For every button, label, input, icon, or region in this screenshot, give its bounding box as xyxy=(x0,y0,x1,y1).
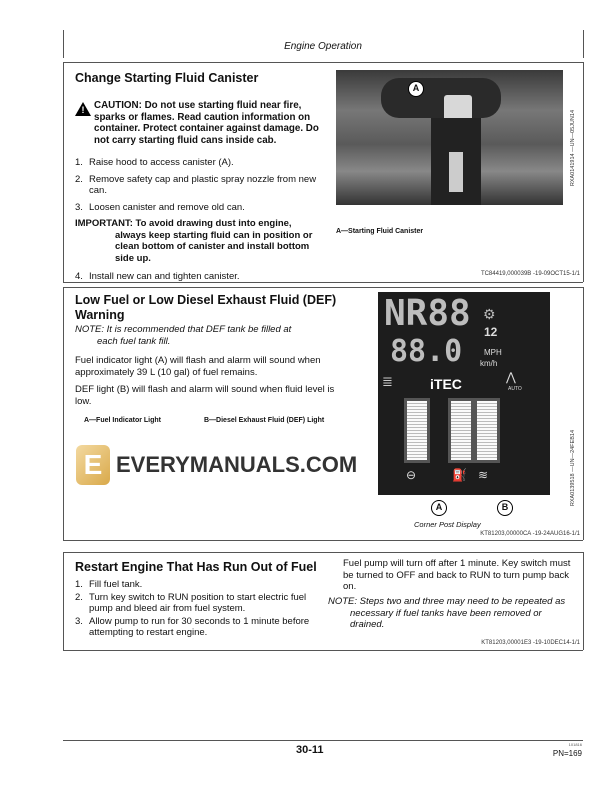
step-text: Raise hood to access canister (A). xyxy=(89,157,234,168)
step-number: 3. xyxy=(75,201,83,213)
section-title: Change Starting Fluid Canister xyxy=(75,71,259,85)
section-title: Restart Engine That Has Run Out of Fuel xyxy=(75,560,317,574)
legend-a: A—Fuel Indicator Light xyxy=(84,417,161,424)
fuel-indicator-paragraph: Fuel indicator light (A) will flash and alarm will sound when approximately 39 L (10 gal) of fuel remains. xyxy=(75,355,321,378)
display-segment-top: NR88 xyxy=(384,293,471,334)
step-number: 1. xyxy=(75,579,83,590)
legend-b: B—Diesel Exhaust Fluid (DEF) Light xyxy=(204,417,325,424)
note-text: NOTE: Steps two and three may need to be repeated as necessary if fuel tanks have been removed or drained. xyxy=(328,596,566,630)
itec-label: iTEC xyxy=(430,376,462,392)
reference-code: KT81203,00000CA -19-24AUG16-1/1 xyxy=(480,531,580,537)
reference-code: KT81203,00001E3 -19-10DEC14-1/1 xyxy=(481,640,580,646)
warning-icon: ! xyxy=(75,102,91,116)
pump-paragraph: Fuel pump will turn off after 1 minute. Key switch must be turned to OFF and back to RUN to turn pump back on. xyxy=(343,558,571,592)
callout-b: B xyxy=(497,500,513,516)
step-number: 2. xyxy=(75,591,83,603)
step-text: Install new can and tighten canister. xyxy=(89,271,240,282)
watermark-logo: E xyxy=(76,445,110,485)
section-title: Low Fuel or Low Diesel Exhaust Fluid (DEF) Warning xyxy=(75,293,337,322)
image-caption: Corner Post Display xyxy=(414,520,481,529)
callout-a: A xyxy=(408,81,424,97)
corner-post-display xyxy=(378,292,550,495)
footer-date-code: 101816 xyxy=(568,742,582,747)
step-number: 4. xyxy=(75,271,83,282)
reference-code: TC84419,000039B -19-09OCT15-1/1 xyxy=(480,271,580,277)
kmh-label: km/h xyxy=(480,359,498,368)
steering-icon: ⋀ xyxy=(506,370,516,384)
figure-caption: A—Starting Fluid Canister xyxy=(336,228,424,235)
pn-number: PN=169 xyxy=(552,749,582,758)
auto-label: AUTO xyxy=(508,386,522,392)
display-segment-speed: 88.0 xyxy=(390,334,463,369)
page-header: Engine Operation xyxy=(284,41,362,52)
def-paragraph: DEF light (B) will flash and alarm will sound when fluid level is low. xyxy=(75,384,335,407)
def-icon: ≋ xyxy=(478,468,489,482)
step-number: 3. xyxy=(75,615,83,627)
note-text: NOTE: It is recommended that DEF tank be filled at each fuel tank fill. xyxy=(75,324,292,347)
fuel-gauge-bar xyxy=(448,398,474,463)
step-text: Fill fuel tank. xyxy=(89,579,143,590)
step-number: 1. xyxy=(75,157,83,168)
step-number: 2. xyxy=(75,173,83,185)
coolant-gauge-bar xyxy=(404,398,430,463)
hitch-icon: ≣ xyxy=(382,374,393,389)
coolant-temp-icon: ⊖ xyxy=(406,468,417,482)
caution-text: CAUTION: Do not use starting fluid near fire, sparks or flames. Read caution information on container. Protect container against damage. Do not carry starting fluid cans inside cab. xyxy=(94,100,319,146)
image-id: RXA0139518 —UN—24FEB14 xyxy=(570,430,576,507)
gear-number: 12 xyxy=(484,325,498,339)
step-text: Remove safety cap and plastic spray nozzle from new can. xyxy=(89,173,317,196)
step-text: Loosen canister and remove old can. xyxy=(89,201,245,213)
fuel-pump-icon: ⛽ xyxy=(452,468,467,482)
step-text: Allow pump to run for 30 seconds to 1 minute before attempting to restart engine. xyxy=(89,615,310,638)
gear-icon: ⚙ xyxy=(483,306,496,322)
important-text: IMPORTANT: To avoid drawing dust into engine, always keep starting fluid can in position or clean bottom of canister and install bottom side up. xyxy=(75,218,313,264)
page-number: 30-11 xyxy=(296,744,324,756)
watermark: EVERYMANUALS.COM xyxy=(116,452,358,477)
mph-label: MPH xyxy=(484,348,502,357)
image-id: RXA0141914 —UN—05JUN14 xyxy=(570,110,576,187)
starting-fluid-canister-photo xyxy=(336,70,563,205)
step-text: Turn key switch to RUN position to start electric fuel pump and bleed air from fuel system. xyxy=(89,591,307,614)
def-gauge-bar xyxy=(474,398,500,463)
callout-a: A xyxy=(431,500,447,516)
